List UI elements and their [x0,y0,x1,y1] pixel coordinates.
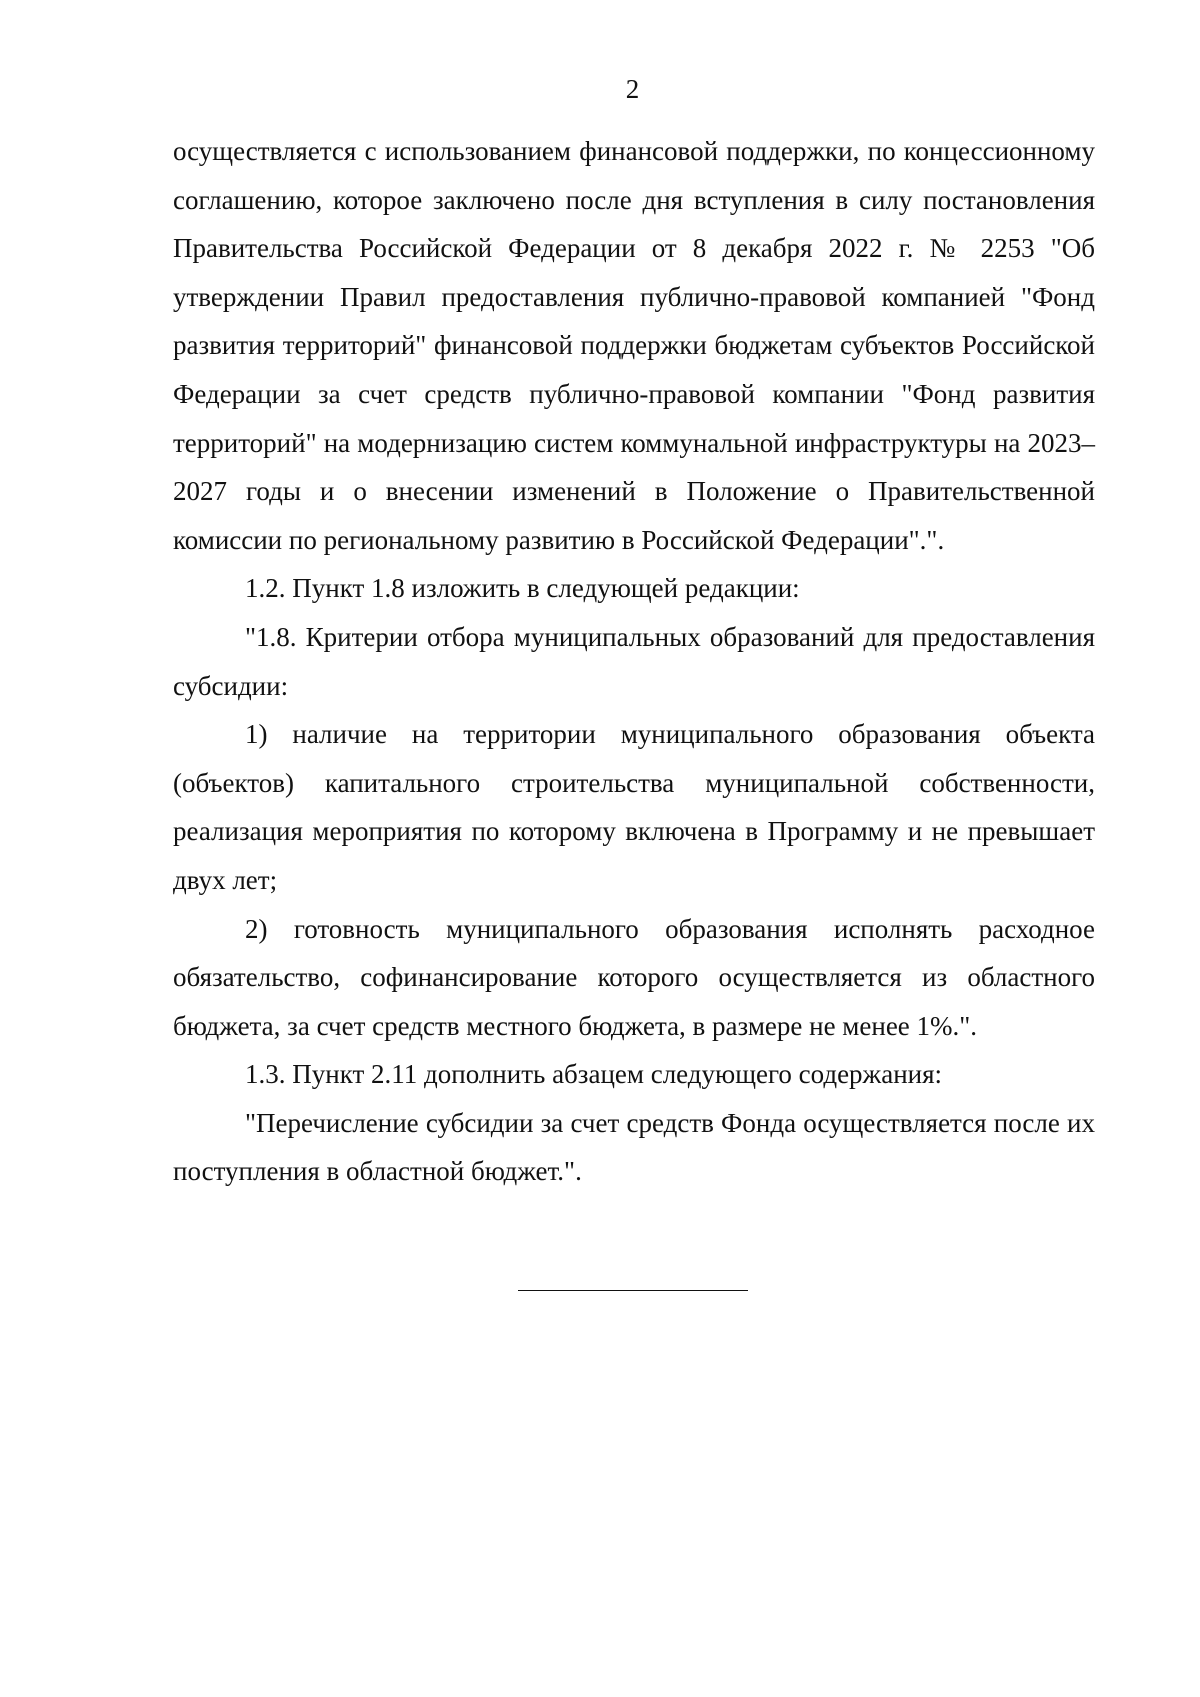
page-number: 2 [625,74,640,104]
paragraph-item-1-3: 1.3. Пункт 2.11 дополнить абзацем следующего содержания: [245,1059,943,1090]
end-separator-line [518,1290,748,1291]
paragraph-quote-transfer: "Перечисление субсидии за счет средств Фонда осуществляется после их поступления в областной бюджет.". [173,1107,1095,1187]
paragraph-continuation: осуществляется с использованием финансовой поддержки, по концессионному соглашению, которое заключено после дня вступления в силу постановления Правительства Российской Федерации от 8 декабря 2022 г. № 2253 "Об утверждении Правил предоставления публично-правовой компанией "Фонд развития территорий" финансовой поддержки бюджетам субъектов Российской Федерации за счет средств публично-правовой компании "Фонд развития территорий" на модернизацию систем коммунальной инфраструктуры на 2023–2027 годы и о внесении изменений в Положение о Правительственной комиссии по региональному развитию в Российской Федерации".". [173,136,1095,555]
paragraph-criterion-2: 2) готовность муниципального образования исполнять расходное обязательство, софинансирование которого осуществляется из областного бюджета, за счет средств местного бюджета, в размере не менее 1%.". [173,913,1095,1041]
paragraph-item-1-8: "1.8. Критерии отбора муниципальных образований для предоставления субсидии: [173,621,1095,701]
paragraph-criterion-1: 1) наличие на территории муниципального образования объекта (объектов) капитального строительства муниципальной собственности, реализация мероприятия по которому включена в Программу и не превышает двух лет; [173,719,1095,895]
paragraph-item-1-2: 1.2. Пункт 1.8 изложить в следующей редакции: [245,573,800,604]
document-body [173,127,1095,1196]
